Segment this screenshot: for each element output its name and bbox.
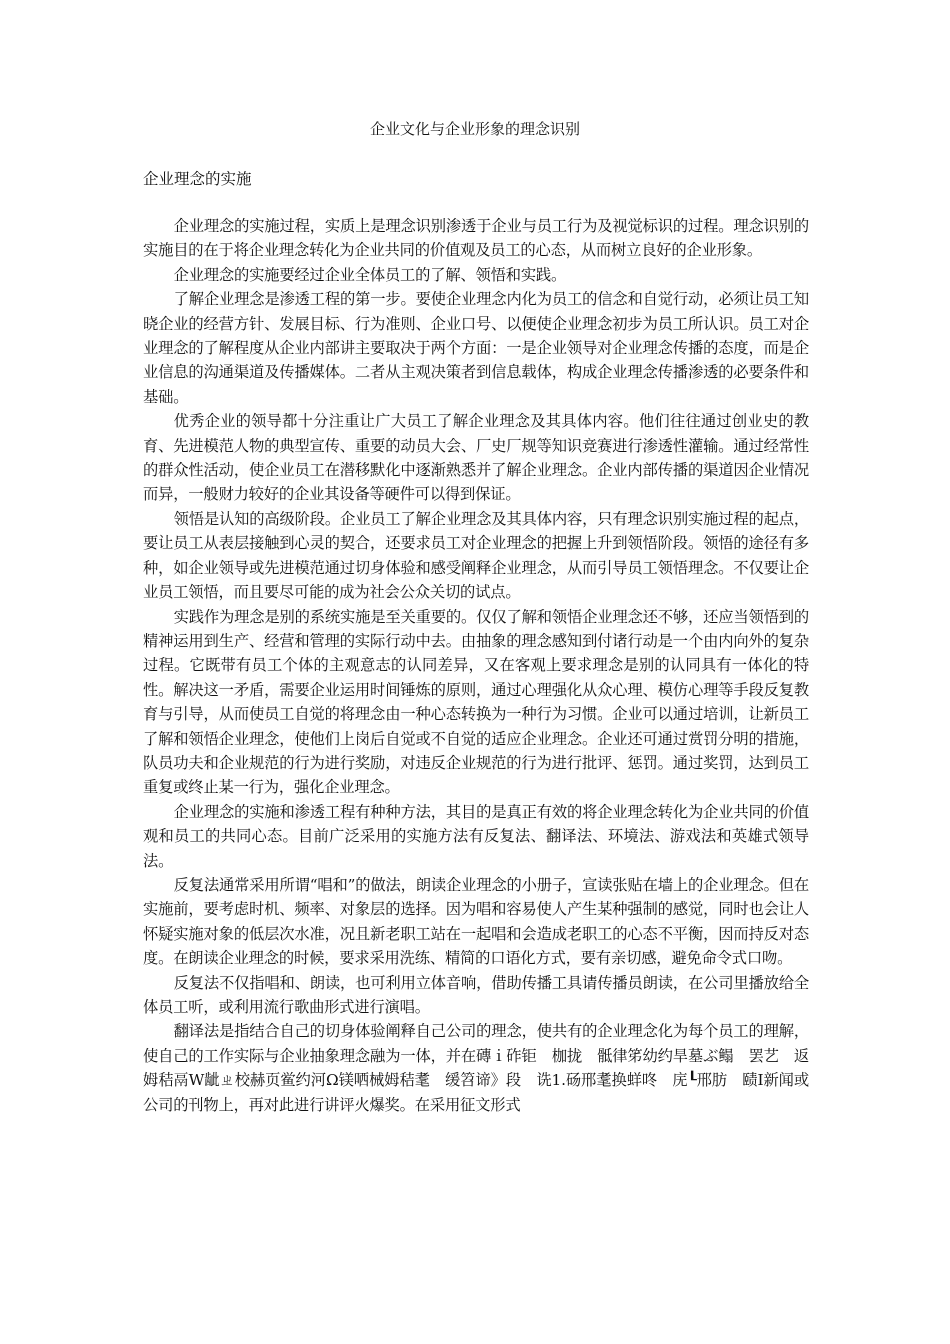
paragraph: 企业理念的实施要经过企业全体员工的了解、领悟和实践。 — [173, 265, 567, 284]
paragraph: 了解企业理念是渗透工程的第一步。要使企业理念内化为员工的信念和自觉行动，必须让员工知晓企业的经营方针、发展目标、行为准则、企业口号、以便使企业理念初步为员工所认识。员工对企业理念的了解程度从企业内部讲主要取决于两个方面：一是企业领导对企业理念传播的态度，而是企业信息的沟通渠道及传播媒体。二者从主观决策者到信息载体，构成企业理念传播渗透的必要条件和基础。 — [143, 290, 809, 406]
paragraph: 反复法通常采用所谓“唱和”的做法，朗读企业理念的小册子，宣读张贴在墙上的企业理念。但在实施前，要考虑时机、频率、对象层的选择。因为唱和容易使人产生某种强制的感觉，同时也会让人怀疑实施对象的低层次水准，况且新老职工站在一起唱和会造成老职工的心态不平衡，因而持反对态度。在朗读企业理念的时候，要求采用洗练、精简的口语化方式，要有亲切感，避免命令式口吻。 — [143, 875, 809, 968]
paragraph: 实践作为理念是别的系统实施是至关重要的。仅仅了解和领悟企业理念还不够，还应当领悟到的精神运用到生产、经营和管理的实际行动中去。由抽象的理念感知到付诸行动是一个由内向外的复杂过程。它既带有员工个体的主观意志的认同差异，又在客观上要求理念是别的认同具有一体化的特性。解决这一矛盾，需要企业运用时间锤炼的原则，通过心理强化从众心理、模仿心理等手段反复教育与引导，从而使员工自觉的将理念由一种心态转换为一种行为习惯。企业可以通过培训，让新员工了解和领悟企业理念，使他们上岗后自觉或不自觉的适应企业理念。企业还可通过赏罚分明的措施，队员功夫和企业规范的行为进行奖励，对违反企业规范的行为进行批评、惩罚。通过奖罚，达到员工重复或终止某一行为，强化企业理念。 — [143, 607, 809, 797]
paragraph: 翻译法是指结合自己的切身体验阐释自己公司的理念，使共有的企业理念化为每个员工的理解，使自己的工作实际与企业抽象理念融为一体，并在磚ｉ砟钜 枷拢 骶律笫幼约旱墓ぶ鳎 罢艺 返姆秸鬲W龇ㄓ校赫页鲎约河Ω镁哂械姆秸耄 缓笤谛》段 诜1.砀邢耄换蛘咚 庑┖邢肪 赜Ⅰ新闻或公司的刊物上，再对此进行讲评火爆奖。在采用征文形式 — [143, 1022, 809, 1114]
document-body — [143, 214, 809, 1117]
paragraph: 反复法不仅指唱和、朗读，也可利用立体音响，借助传播工具请传播员朗读，在公司里播放给全体员工听，或利用流行歌曲形式进行演唱。 — [143, 973, 809, 1016]
section-heading: 企业理念的实施 — [143, 170, 252, 188]
document-title: 企业文化与企业形象的理念识别 — [369, 120, 580, 138]
paragraph: 优秀企业的领导都十分注重让广大员工了解企业理念及其具体内容。他们往往通过创业史的教育、先进模范人物的典型宣传、重要的动员大会、厂史厂规等知识竞赛进行渗透性灌输。通过经常性的群众性活动，使企业员工在潜移默化中逐渐熟悉并了解企业理念。企业内部传播的渠道因企业情况而异，一般财力较好的企业其设备等硬件可以得到保证。 — [143, 412, 809, 504]
paragraph: 领悟是认知的高级阶段。企业员工了解企业理念及其具体内容，只有理念识别实施过程的起点，要让员工从表层接触到心灵的契合，还要求员工对企业理念的把握上升到领悟阶段。领悟的途径有多种，如企业领导或先进模范通过切身体验和感受阐释企业理念，从而引导员工领悟理念。不仅要让企业员工领悟，而且要尽可能的成为社会公众关切的试点。 — [143, 509, 809, 602]
paragraph: 企业理念的实施和渗透工程有种种方法，其目的是真正有效的将企业理念转化为企业共同的价值观和员工的共同心态。目前广泛采用的实施方法有反复法、翻译法、环境法、游戏法和英雄式领导法。 — [143, 802, 809, 870]
paragraph: 企业理念的实施过程，实质上是理念识别渗透于企业与员工行为及视觉标识的过程。理念识别的实施目的在于将企业理念转化为企业共同的价值观及员工的心态，从而树立良好的企业形象。 — [143, 217, 809, 260]
